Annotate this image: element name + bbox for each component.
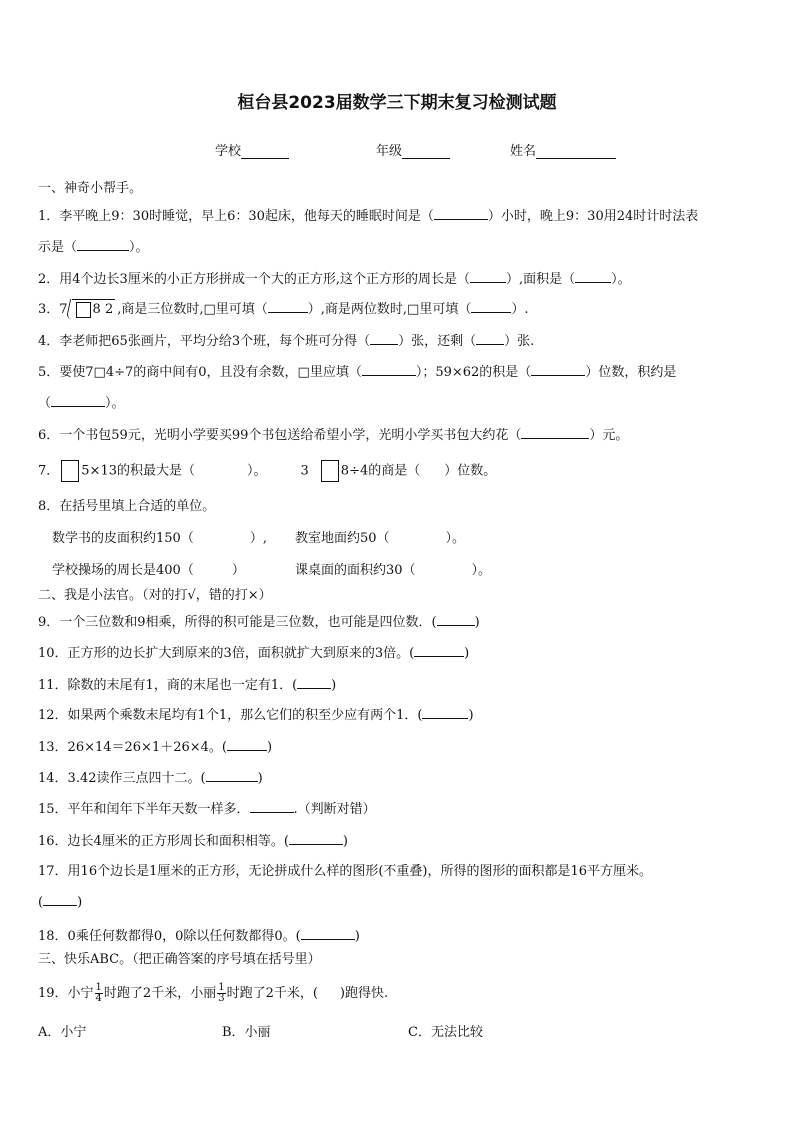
answer-blank[interactable]: [227, 738, 267, 751]
answer-blank[interactable]: [476, 332, 504, 345]
question-14: 14．3.42读作三点四十二。( ): [38, 771, 263, 786]
question-8-item-b: 教室地面约50（ ）。: [295, 531, 466, 546]
answer-blank[interactable]: [437, 613, 475, 626]
question-8-item-c: 学校操场的周长是400（ ）: [52, 563, 245, 578]
school-label: 学校: [215, 144, 242, 159]
option-c[interactable]: C．无法比较: [408, 1025, 483, 1040]
answer-blank[interactable]: [422, 706, 468, 719]
question-15: 15．平年和闰年下半年天数一样多． .（判断对错）: [38, 802, 376, 817]
section-3-heading: 三、快乐ABC。（把正确答案的序号填在括号里）: [38, 952, 321, 967]
answer-blank[interactable]: [575, 270, 611, 283]
answer-blank[interactable]: [414, 644, 464, 657]
page-title: 桓台县2023届数学三下期末复习检测试题: [237, 93, 557, 113]
option-b[interactable]: B．小丽: [222, 1025, 271, 1040]
question-2: 2．用4个边长3厘米的小正方形拼成一个大的正方形,这个正方形的周长是（ ）,面积是（ ）。: [38, 272, 631, 287]
question-12: 12．如果两个乘数末尾均有1个1，那么它们的积至少应有两个1．( ): [38, 708, 474, 723]
answer-blank[interactable]: [362, 363, 416, 376]
digit-box[interactable]: [61, 460, 79, 482]
answer-blank[interactable]: [297, 676, 331, 689]
question-17-line-2: ( ): [38, 895, 83, 910]
question-3: 3．7 8 2 ,商是三位数时,□里可填（ ）,商是两位数时,□里可填（ ）.: [38, 300, 529, 319]
answer-blank[interactable]: [77, 238, 129, 251]
name-label: 姓名: [510, 144, 537, 159]
answer-blank[interactable]: [434, 207, 488, 220]
question-5-line-1: 5．要使7□4÷7的商中间有0，且没有余数，□里应填（ ）；59×62的积是（ ）位数，积约是: [38, 365, 677, 380]
answer-blank[interactable]: [521, 426, 589, 439]
answer-blank[interactable]: [531, 363, 585, 376]
answer-blank[interactable]: [206, 769, 258, 782]
question-5-line-2: （ ）。: [38, 396, 125, 411]
fraction-one-third: $\frac{1}{3}$: [218, 982, 225, 1004]
question-1-line-1: 1．李平晚上9：30时睡觉，早上6：30起床，他每天的睡眠时间是（ ）小时，晚上9：30用24时计时法表: [38, 209, 699, 224]
question-1-line-2: 示是（ ）。: [38, 240, 149, 255]
option-a[interactable]: A．小宁: [38, 1025, 87, 1040]
school-field[interactable]: [215, 140, 289, 159]
question-16: 16．边长4厘米的正方形周长和面积相等。( ): [38, 834, 348, 849]
question-7: 7． 5×13的积最大是（ ）。 3 8÷4的商是（ ）位数。: [38, 460, 496, 482]
question-13: 13．26×14＝26×1＋26×4。( ): [38, 740, 273, 755]
question-18: 18．0乘任何数都得0，0除以任何数都得0。( ): [38, 929, 360, 944]
question-10: 10．正方形的边长扩大到原来的3倍，面积就扩大到原来的3倍。( ): [38, 646, 470, 661]
question-9: 9．一个三位数和9相乘，所得的积可能是三位数，也可能是四位数．( ): [38, 615, 480, 630]
name-field[interactable]: [510, 140, 616, 159]
grade-field[interactable]: [376, 140, 450, 159]
answer-blank[interactable]: [471, 300, 511, 313]
question-17-line-1: 17．用16个边长是1厘米的正方形，无论拼成什么样的图形(不重叠)，所得的图形的面积都是16平方厘米。: [38, 864, 653, 879]
question-8-heading: 8．在括号里填上合适的单位。: [38, 499, 216, 514]
question-6: 6．一个书包59元，光明小学要买99个书包送给希望小学，光明小学买书包大约花（ ）元。: [38, 428, 629, 443]
fraction-one-quarter: $\frac{1}{4}$: [95, 982, 102, 1004]
digit-box[interactable]: [76, 302, 91, 318]
section-2-heading: 二、我是小法官。（对的打√，错的打×）: [38, 588, 272, 603]
question-4: 4．李老师把65张画片，平均分给3个班，每个班可分得（ ）张，还剩（ ）张.: [38, 334, 535, 349]
answer-blank[interactable]: [289, 832, 343, 845]
answer-blank[interactable]: [51, 394, 105, 407]
answer-blank[interactable]: [268, 300, 308, 313]
section-1-heading: 一、神奇小帮手。: [38, 181, 143, 196]
digit-box[interactable]: [321, 460, 339, 482]
answer-blank[interactable]: [370, 332, 398, 345]
question-8-item-d: 课桌面的面积约30（ ）。: [295, 563, 492, 578]
grade-label: 年级: [376, 144, 403, 159]
answer-blank[interactable]: [301, 927, 355, 940]
answer-blank[interactable]: [250, 800, 294, 813]
question-11: 11．除数的末尾有1，商的末尾也一定有1．( ): [38, 678, 337, 693]
question-8-item-a: 数学书的皮面积约150（ ）,: [52, 531, 267, 546]
long-division-symbol: 8 2: [68, 301, 114, 319]
answer-blank[interactable]: [470, 270, 506, 283]
answer-blank[interactable]: [43, 893, 77, 906]
question-19: 19．小宁 $\frac{1}{4}$ 时跑了2千米，小丽 $\frac{1}{3}$ 时跑了2千米，( )跑得快.: [38, 982, 389, 1004]
